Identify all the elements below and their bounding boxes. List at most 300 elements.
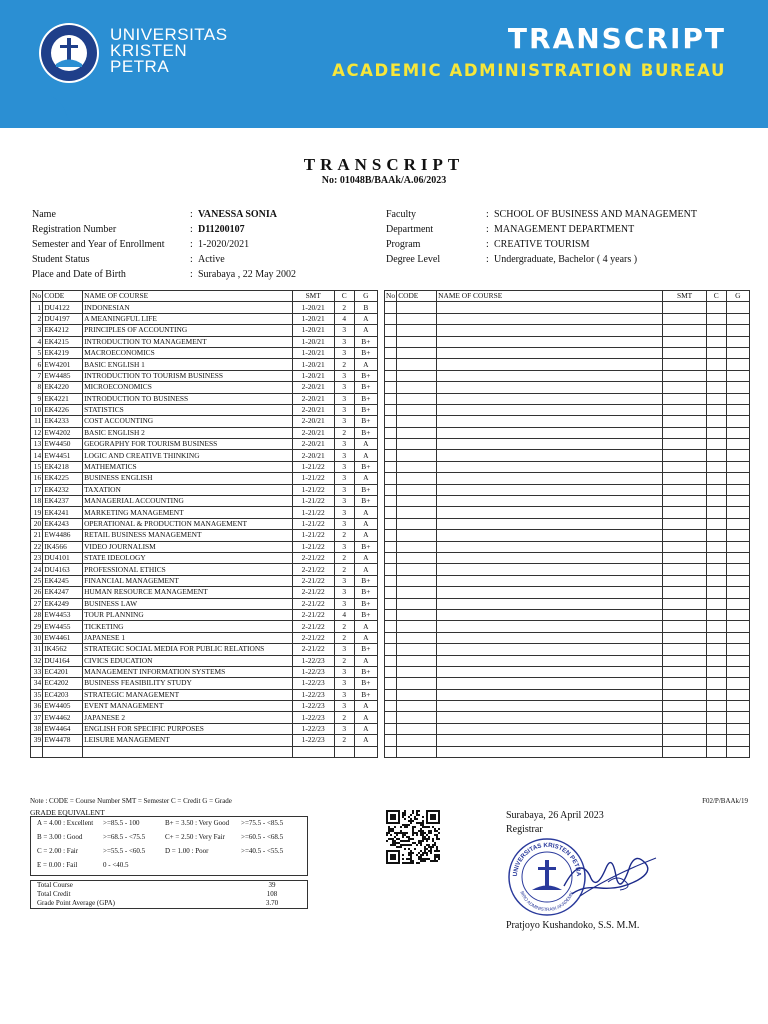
course-grade — [726, 496, 749, 507]
course-name — [437, 450, 663, 461]
course-name: HUMAN RESOURCE MANAGEMENT — [83, 587, 293, 598]
student-info-right — [386, 207, 697, 267]
table-row — [31, 450, 378, 461]
course-grade — [726, 564, 749, 575]
course-name: STRATEGIC MANAGEMENT — [83, 689, 293, 700]
course-no: 19 — [31, 507, 43, 518]
course-name: BUSINESS LAW — [83, 598, 293, 609]
table-row-empty — [385, 666, 750, 677]
faculty-value: SCHOOL OF BUSINESS AND MANAGEMENT — [494, 209, 697, 220]
grade-label: B = 3.00 : Good — [37, 833, 83, 841]
course-no — [385, 735, 397, 746]
course-name — [437, 632, 663, 643]
course-code — [397, 393, 437, 404]
course-smt — [663, 302, 706, 313]
table-row-empty — [385, 564, 750, 575]
course-grade: B+ — [354, 666, 377, 677]
course-smt — [663, 393, 706, 404]
course-smt: 2-21/22 — [292, 587, 334, 598]
course-no: 8 — [31, 382, 43, 393]
course-credit — [706, 735, 726, 746]
course-credit: 3 — [334, 541, 354, 552]
course-credit — [706, 427, 726, 438]
course-code: EW4486 — [43, 530, 83, 541]
course-name: STATISTICS — [83, 404, 293, 415]
course-smt — [663, 496, 706, 507]
course-grade — [726, 347, 749, 358]
course-smt: 2-20/21 — [292, 404, 334, 415]
course-credit — [706, 746, 726, 757]
course-smt — [663, 621, 706, 632]
table-row-empty — [385, 393, 750, 404]
col-header-code: CODE — [43, 291, 83, 302]
course-grade — [726, 325, 749, 336]
course-smt: 1-22/23 — [292, 689, 334, 700]
table-row — [31, 347, 378, 358]
grade-equivalent-box — [30, 816, 308, 876]
table-row-empty — [385, 723, 750, 734]
course-code: EK4249 — [43, 598, 83, 609]
course-no: 1 — [31, 302, 43, 313]
grade-row — [31, 847, 307, 857]
course-name: PROFESSIONAL ETHICS — [83, 564, 293, 575]
course-no: 24 — [31, 564, 43, 575]
course-name — [437, 336, 663, 347]
info-label: Place and Date of Birth — [32, 269, 126, 280]
course-no: 38 — [31, 723, 43, 734]
course-grade — [726, 587, 749, 598]
course-name: OPERATIONAL & PRODUCTION MANAGEMENT — [83, 518, 293, 529]
course-no: 12 — [31, 427, 43, 438]
info-label: Name — [32, 209, 56, 220]
course-smt — [663, 347, 706, 358]
course-smt — [663, 712, 706, 723]
course-grade: A — [354, 473, 377, 484]
course-grade: A — [354, 325, 377, 336]
course-no: 23 — [31, 552, 43, 563]
course-code: EW4405 — [43, 701, 83, 712]
course-smt: 1-21/22 — [292, 461, 334, 472]
course-name: TICKETING — [83, 621, 293, 632]
table-row-empty — [385, 530, 750, 541]
table-row — [31, 598, 378, 609]
course-no — [385, 712, 397, 723]
stamp-text: UNIVERSITAS KRISTEN PETRA — [511, 841, 583, 877]
course-no: 16 — [31, 473, 43, 484]
course-code: EK4219 — [43, 347, 83, 358]
course-credit — [706, 302, 726, 313]
course-credit: 3 — [334, 473, 354, 484]
course-smt: 2-21/22 — [292, 632, 334, 643]
course-name: COST ACCOUNTING — [83, 416, 293, 427]
table-row-empty — [385, 609, 750, 620]
course-name: VIDEO JOURNALISM — [83, 541, 293, 552]
course-smt: 1-21/22 — [292, 530, 334, 541]
department-value: MANAGEMENT DEPARTMENT — [494, 224, 635, 235]
course-name — [437, 427, 663, 438]
course-smt: 1-21/22 — [292, 496, 334, 507]
course-name: PRINCIPLES OF ACCOUNTING — [83, 325, 293, 336]
course-code — [397, 723, 437, 734]
course-no — [385, 621, 397, 632]
course-smt — [663, 518, 706, 529]
table-row-empty — [385, 473, 750, 484]
course-smt: 1-22/23 — [292, 712, 334, 723]
course-smt: 1-22/23 — [292, 666, 334, 677]
grade-label: C = 2.00 : Fair — [37, 847, 79, 855]
course-smt — [663, 735, 706, 746]
course-code: EW4453 — [43, 609, 83, 620]
course-name — [437, 473, 663, 484]
course-grade: B — [354, 302, 377, 313]
course-no: 22 — [31, 541, 43, 552]
course-grade — [726, 575, 749, 586]
info-row-degree: Degree Level : Undergraduate, Bachelor ( 4 years ) — [386, 254, 638, 265]
course-no — [385, 530, 397, 541]
table-row — [31, 575, 378, 586]
course-code — [397, 382, 437, 393]
course-grade: B+ — [354, 496, 377, 507]
course-smt: 1-20/21 — [292, 313, 334, 324]
course-code: EK4226 — [43, 404, 83, 415]
course-code: EW4451 — [43, 450, 83, 461]
course-name — [83, 746, 293, 757]
table-row-empty — [385, 701, 750, 712]
table-row — [31, 564, 378, 575]
university-logo-icon — [38, 22, 100, 84]
course-smt: 1-21/22 — [292, 507, 334, 518]
course-smt — [663, 746, 706, 757]
course-credit: 3 — [334, 575, 354, 586]
course-name: RETAIL BUSINESS MANAGEMENT — [83, 530, 293, 541]
course-code — [397, 598, 437, 609]
course-no — [385, 541, 397, 552]
student-info-left — [32, 207, 296, 282]
course-name — [437, 404, 663, 415]
course-smt — [663, 644, 706, 655]
table-row — [31, 666, 378, 677]
course-credit: 3 — [334, 701, 354, 712]
grade-row — [31, 833, 307, 843]
course-name: TAXATION — [83, 484, 293, 495]
course-smt — [663, 701, 706, 712]
course-grade — [726, 461, 749, 472]
course-smt — [663, 439, 706, 450]
course-code — [397, 655, 437, 666]
course-grade: B+ — [354, 689, 377, 700]
course-no: 37 — [31, 712, 43, 723]
course-code: EW4461 — [43, 632, 83, 643]
course-no — [385, 439, 397, 450]
course-name — [437, 723, 663, 734]
university-name — [110, 26, 228, 74]
course-code: EK4232 — [43, 484, 83, 495]
course-smt: 1-21/22 — [292, 484, 334, 495]
course-smt — [663, 382, 706, 393]
table-row — [31, 461, 378, 472]
course-grade: A — [354, 632, 377, 643]
info-label: Faculty — [386, 209, 416, 220]
table-row-empty — [385, 507, 750, 518]
table-row — [31, 404, 378, 415]
course-no — [385, 347, 397, 358]
course-no — [385, 723, 397, 734]
course-credit — [706, 621, 726, 632]
course-name: STRATEGIC SOCIAL MEDIA FOR PUBLIC RELATIONS — [83, 644, 293, 655]
course-code: EK4218 — [43, 461, 83, 472]
course-smt — [663, 370, 706, 381]
course-grade: A — [354, 712, 377, 723]
course-grade — [726, 735, 749, 746]
course-no — [385, 359, 397, 370]
totals-box — [30, 880, 308, 909]
program-value: CREATIVE TOURISM — [494, 239, 590, 250]
table-row-empty — [385, 302, 750, 313]
course-name — [437, 484, 663, 495]
course-table-left — [30, 290, 378, 758]
gpa-row — [31, 899, 307, 908]
course-code — [397, 439, 437, 450]
course-name — [437, 746, 663, 757]
course-credit: 3 — [334, 723, 354, 734]
course-smt: 2-20/21 — [292, 393, 334, 404]
course-grade — [726, 632, 749, 643]
course-name: BUSINESS ENGLISH — [83, 473, 293, 484]
course-name: FINANCIAL MANAGEMENT — [83, 575, 293, 586]
course-code — [397, 518, 437, 529]
course-name — [437, 644, 663, 655]
course-smt — [663, 632, 706, 643]
total-credit-row — [31, 890, 307, 899]
course-credit: 3 — [334, 484, 354, 495]
course-smt — [663, 404, 706, 415]
course-no — [385, 689, 397, 700]
course-grade: B+ — [354, 587, 377, 598]
course-code: EW4462 — [43, 712, 83, 723]
course-grade — [726, 541, 749, 552]
grade-range: >=85.5 - 100 — [103, 819, 140, 827]
grade-label: A = 4.00 : Excellent — [37, 819, 94, 827]
course-grade: A — [354, 450, 377, 461]
course-credit — [706, 507, 726, 518]
status-value: Active — [198, 254, 225, 265]
info-label: Department — [386, 224, 434, 235]
info-row-program: Program : CREATIVE TOURISM — [386, 239, 590, 250]
course-no — [385, 507, 397, 518]
course-smt: 1-20/21 — [292, 302, 334, 313]
course-name: INTRODUCTION TO BUSINESS — [83, 393, 293, 404]
table-row-empty — [385, 598, 750, 609]
table-row-empty — [385, 439, 750, 450]
course-no: 33 — [31, 666, 43, 677]
course-smt: 1-22/23 — [292, 678, 334, 689]
course-credit — [334, 746, 354, 757]
total-value: 108 — [266, 890, 278, 898]
course-grade — [726, 689, 749, 700]
course-credit: 2 — [334, 621, 354, 632]
course-credit — [706, 518, 726, 529]
course-smt — [663, 507, 706, 518]
grade-range: >=60.5 - <68.5 — [241, 833, 284, 841]
info-row-name: Name : VANESSA SONIA — [32, 209, 278, 220]
col-header-code: CODE — [397, 291, 437, 302]
course-smt: 2-21/22 — [292, 621, 334, 632]
table-row — [31, 507, 378, 518]
course-smt: 2-21/22 — [292, 564, 334, 575]
table-row-empty — [31, 746, 378, 757]
course-grade: A — [354, 735, 377, 746]
course-name: MANAGEMENT INFORMATION SYSTEMS — [83, 666, 293, 677]
course-name — [437, 735, 663, 746]
course-credit — [706, 382, 726, 393]
course-no — [385, 393, 397, 404]
course-smt: 1-22/23 — [292, 735, 334, 746]
course-no: 17 — [31, 484, 43, 495]
course-credit — [706, 313, 726, 324]
course-smt — [663, 530, 706, 541]
course-code: DU4122 — [43, 302, 83, 313]
table-row-empty — [385, 552, 750, 563]
course-code: EK4221 — [43, 393, 83, 404]
course-credit — [706, 541, 726, 552]
course-grade — [726, 473, 749, 484]
table-row-empty — [385, 632, 750, 643]
course-credit: 4 — [334, 313, 354, 324]
course-smt: 1-20/21 — [292, 359, 334, 370]
course-code: EW4485 — [43, 370, 83, 381]
table-row — [31, 393, 378, 404]
info-row-registration: Registration Number : D11200107 — [32, 224, 245, 235]
course-smt: 2-21/22 — [292, 609, 334, 620]
course-code: DU4197 — [43, 313, 83, 324]
course-credit — [706, 484, 726, 495]
course-no: 36 — [31, 701, 43, 712]
course-credit: 2 — [334, 632, 354, 643]
course-grade — [726, 507, 749, 518]
course-smt: 1-22/23 — [292, 701, 334, 712]
course-code — [397, 632, 437, 643]
info-row-faculty: Faculty : SCHOOL OF BUSINESS AND MANAGEMENT — [386, 209, 697, 220]
course-grade — [726, 530, 749, 541]
course-smt — [663, 359, 706, 370]
course-no — [385, 518, 397, 529]
course-grade — [726, 666, 749, 677]
course-code — [397, 302, 437, 313]
table-row — [31, 359, 378, 370]
course-code — [397, 404, 437, 415]
course-code — [397, 621, 437, 632]
course-no — [385, 370, 397, 381]
grade-label: E = 0.00 : Fail — [37, 861, 78, 869]
course-grade: B+ — [354, 416, 377, 427]
course-code: EK4241 — [43, 507, 83, 518]
course-no: 39 — [31, 735, 43, 746]
course-name: JAPANESE 1 — [83, 632, 293, 643]
course-code: EK4237 — [43, 496, 83, 507]
course-code — [397, 325, 437, 336]
table-row — [31, 370, 378, 381]
course-no — [385, 382, 397, 393]
course-no — [385, 564, 397, 575]
course-no — [385, 325, 397, 336]
course-name: STATE IDEOLOGY — [83, 552, 293, 563]
course-no — [385, 336, 397, 347]
course-name: MATHEMATICS — [83, 461, 293, 472]
header-wave — [0, 96, 768, 128]
course-smt — [663, 541, 706, 552]
course-grade — [726, 746, 749, 757]
course-code: EW4455 — [43, 621, 83, 632]
course-credit: 3 — [334, 370, 354, 381]
course-credit — [706, 575, 726, 586]
course-no — [385, 416, 397, 427]
grade-range: 0 - <40.5 — [103, 861, 129, 869]
col-header-smt: SMT — [663, 291, 706, 302]
course-credit — [706, 461, 726, 472]
course-name — [437, 598, 663, 609]
signature-place-date: Surabaya, 26 April 2023 — [506, 810, 604, 821]
grade-label: B+ = 3.50 : Very Good — [165, 819, 230, 827]
degree-value: Undergraduate, Bachelor ( 4 years ) — [494, 254, 638, 265]
course-code: EK4245 — [43, 575, 83, 586]
table-row-empty — [385, 496, 750, 507]
course-credit — [706, 644, 726, 655]
course-grade: B+ — [354, 347, 377, 358]
info-row-department: Department : MANAGEMENT DEPARTMENT — [386, 224, 635, 235]
course-credit — [706, 359, 726, 370]
course-credit — [706, 439, 726, 450]
course-no: 9 — [31, 393, 43, 404]
course-grade — [726, 644, 749, 655]
course-name — [437, 689, 663, 700]
course-credit: 3 — [334, 450, 354, 461]
course-grade — [726, 404, 749, 415]
course-name: EVENT MANAGEMENT — [83, 701, 293, 712]
course-no — [385, 746, 397, 757]
course-code: DU4163 — [43, 564, 83, 575]
table-row-empty — [385, 347, 750, 358]
course-no — [385, 450, 397, 461]
course-no: 2 — [31, 313, 43, 324]
course-credit — [706, 416, 726, 427]
course-code — [397, 609, 437, 620]
course-grade — [726, 552, 749, 563]
course-credit — [706, 564, 726, 575]
course-grade: A — [354, 701, 377, 712]
course-grade: B+ — [354, 678, 377, 689]
course-smt — [663, 552, 706, 563]
table-row — [31, 336, 378, 347]
course-code — [397, 666, 437, 677]
signature-role: Registrar — [506, 824, 543, 835]
course-name — [437, 712, 663, 723]
course-no — [385, 552, 397, 563]
course-no — [385, 632, 397, 643]
course-no: 29 — [31, 621, 43, 632]
table-row — [31, 427, 378, 438]
course-code: EK4247 — [43, 587, 83, 598]
course-code — [397, 712, 437, 723]
course-no — [385, 678, 397, 689]
course-smt — [663, 689, 706, 700]
course-name — [437, 518, 663, 529]
course-no: 13 — [31, 439, 43, 450]
course-grade — [726, 701, 749, 712]
course-smt: 1-22/23 — [292, 723, 334, 734]
col-header-name: NAME OF COURSE — [83, 291, 293, 302]
grade-range: >=55.5 - <60.5 — [103, 847, 146, 855]
course-credit: 3 — [334, 347, 354, 358]
